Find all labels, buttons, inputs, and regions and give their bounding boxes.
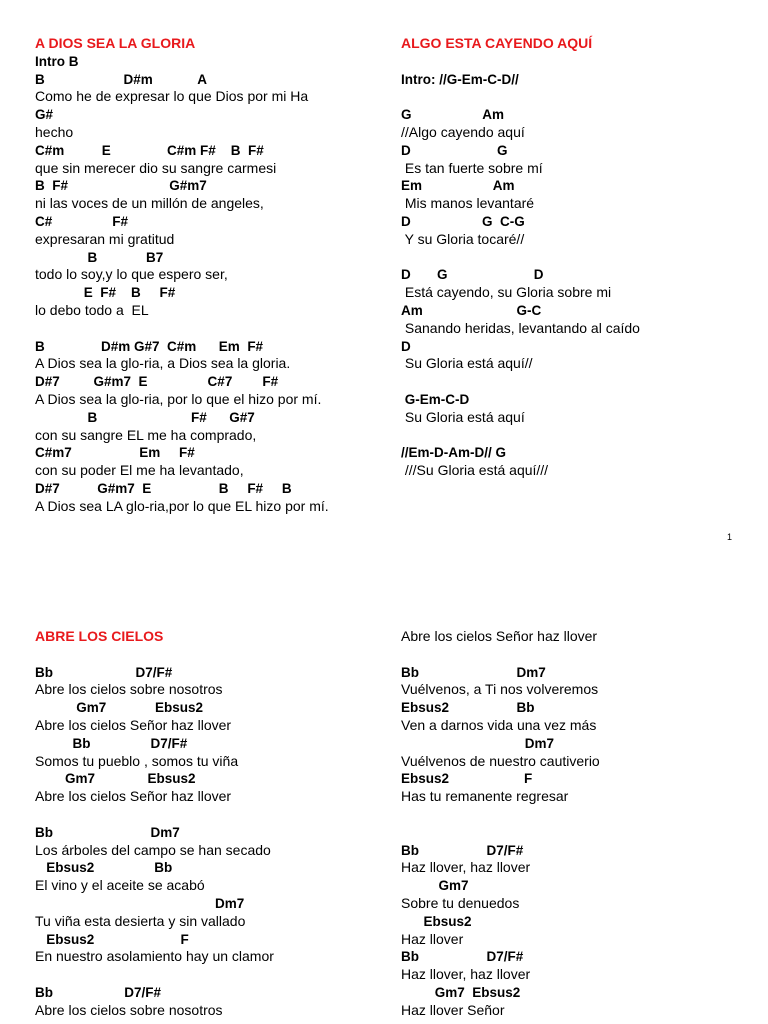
chord-line: Bb D7/F# bbox=[401, 842, 524, 858]
song-lines bbox=[401, 628, 600, 1020]
lyric-line: Haz llover, haz llover bbox=[401, 859, 531, 876]
song-lines bbox=[401, 106, 640, 480]
chord-line: C#m E C#m F# B F# bbox=[35, 142, 264, 158]
blank-line bbox=[401, 373, 640, 391]
blank-line bbox=[401, 249, 640, 267]
chord-line: D G bbox=[401, 142, 508, 158]
chord-line: Am G-C bbox=[401, 302, 542, 318]
page-number: 1 bbox=[727, 532, 733, 542]
chord-line: D bbox=[401, 338, 411, 354]
lyric-line: Somos tu pueblo , somos tu viña bbox=[35, 752, 239, 769]
chord-line: G-Em-C-D bbox=[401, 391, 470, 407]
blank-line bbox=[35, 966, 274, 984]
lyric-line: Tu viña esta desierta y sin vallado bbox=[35, 912, 246, 929]
lyric-line: que sin merecer dio su sangre carmesi bbox=[35, 159, 277, 176]
lyric-line: En nuestro asolamiento hay un clamor bbox=[35, 948, 274, 965]
chord-line: B D#m G#7 C#m Em F# bbox=[35, 338, 264, 354]
chord-line: Bb Dm7 bbox=[35, 824, 180, 840]
lyric-line: expresaran mi gratitud bbox=[35, 230, 175, 247]
lyric-line: Abre los cielos sobre nosotros bbox=[35, 681, 223, 698]
blank-line bbox=[35, 320, 329, 338]
blank-line bbox=[35, 646, 274, 664]
song-algo-esta-cayendo-aqui bbox=[401, 35, 640, 480]
chord-line: B D#m A bbox=[35, 71, 208, 87]
lyric-line: Su Gloria está aquí// bbox=[401, 355, 533, 372]
chord-line: //Em-D-Am-D// G bbox=[401, 445, 507, 461]
lyric-line: Abre los cielos Señor haz llover bbox=[35, 716, 232, 733]
lyric-line: Su Gloria está aquí bbox=[401, 408, 525, 425]
song-a-dios-sea-la-gloria bbox=[35, 35, 329, 516]
lyric-line: Sanando heridas, levantando al caído bbox=[401, 319, 640, 336]
lyric-line: con su sangre EL me ha comprado, bbox=[35, 426, 257, 443]
lyric-line: Sobre tu denuedos bbox=[401, 894, 520, 911]
chord-line: D#7 G#m7 E B F# B bbox=[35, 480, 292, 496]
song-lines bbox=[35, 71, 329, 516]
chord-line: Bb D7/F# bbox=[401, 949, 524, 965]
lyric-line: //Algo cayendo aquí bbox=[401, 123, 525, 140]
chord-line: D G D bbox=[401, 267, 544, 283]
lyric-line: Has tu remanente regresar bbox=[401, 788, 569, 805]
lyric-line: Y su Gloria tocaré// bbox=[401, 230, 525, 247]
lyric-line: Haz llover Señor bbox=[401, 1001, 505, 1018]
chord-line: G Am bbox=[401, 107, 505, 123]
lyric-line: Mis manos levantaré bbox=[401, 195, 535, 212]
chord-line: B B7 bbox=[35, 249, 164, 265]
blank-line bbox=[401, 824, 600, 842]
chord-line: Em Am bbox=[401, 178, 515, 194]
chord-line: Ebsus2 F bbox=[35, 931, 189, 947]
song-abre-los-cielos bbox=[35, 628, 274, 1020]
chord-line: Bb D7/F# bbox=[35, 735, 188, 751]
lyric-line: Abre los cielos Señor haz llover bbox=[35, 788, 232, 805]
chord-line: G# bbox=[35, 107, 54, 123]
lyric-line: hecho bbox=[35, 123, 74, 140]
blank-line bbox=[401, 88, 640, 106]
chord-line: Gm7 Ebsus2 bbox=[35, 771, 196, 787]
lyric-line: Haz llover, haz llover bbox=[401, 966, 531, 983]
chord-line: C#m7 Em F# bbox=[35, 445, 195, 461]
blank-line bbox=[35, 806, 274, 824]
lyric-line: Vuélvenos de nuestro cautiverio bbox=[401, 752, 600, 769]
chord-line: Dm7 bbox=[35, 895, 245, 911]
song-title: ALGO ESTA CAYENDO AQUÍ bbox=[401, 35, 593, 51]
song-title: A DIOS SEA LA GLORIA bbox=[35, 35, 196, 51]
blank-line bbox=[401, 53, 640, 71]
lyric-line: todo lo soy,y lo que espero ser, bbox=[35, 266, 228, 283]
song-intro: Intro: //G-Em-C-D// bbox=[401, 71, 519, 87]
lyric-line: A Dios sea la glo-ria, por lo que el hizo por mí. bbox=[35, 390, 322, 407]
chord-line: Ebsus2 Bb bbox=[401, 700, 535, 716]
blank-line bbox=[401, 806, 600, 824]
lyric-line: Haz llover bbox=[401, 930, 464, 947]
chord-line: Ebsus2 bbox=[401, 913, 472, 929]
chord-line: Ebsus2 Bb bbox=[35, 860, 173, 876]
chord-line: D#7 G#m7 E C#7 F# bbox=[35, 374, 279, 390]
lyric-line: lo debo todo a EL bbox=[35, 301, 149, 318]
song-abre-los-cielos-continued bbox=[401, 628, 600, 1020]
chord-line: Ebsus2 F bbox=[401, 771, 533, 787]
chord-line: Dm7 bbox=[401, 735, 555, 751]
lyric-line: Está cayendo, su Gloria sobre mi bbox=[401, 284, 612, 301]
blank-line bbox=[401, 427, 640, 445]
lyric-line: A Dios sea la glo-ria, a Dios sea la gloria. bbox=[35, 355, 291, 372]
blank-line bbox=[401, 646, 600, 664]
chord-line: Gm7 Ebsus2 bbox=[401, 984, 521, 1000]
lyric-line: con su poder El me ha levantado, bbox=[35, 462, 244, 479]
song-title: ABRE LOS CIELOS bbox=[35, 628, 164, 644]
chord-line: Bb Dm7 bbox=[401, 664, 546, 680]
lyric-line: Los árboles del campo se han secado bbox=[35, 841, 271, 858]
lyric-line: Es tan fuerte sobre mí bbox=[401, 159, 543, 176]
chord-line: Gm7 Ebsus2 bbox=[35, 700, 204, 716]
song-lines bbox=[35, 664, 274, 1020]
chord-line: Gm7 bbox=[401, 878, 469, 894]
chord-line: E F# B F# bbox=[35, 285, 176, 301]
chord-line: B F# G#7 bbox=[35, 409, 255, 425]
lyric-line: Vuélvenos, a Ti nos volveremos bbox=[401, 681, 599, 698]
chord-line: B F# G#m7 bbox=[35, 178, 207, 194]
chord-line: C# F# bbox=[35, 213, 129, 229]
lyric-line: ///Su Gloria está aquí/// bbox=[401, 462, 549, 479]
chord-line: Bb D7/F# bbox=[35, 984, 162, 1000]
lyric-line: Como he de expresar lo que Dios por mi Ha bbox=[35, 88, 309, 105]
lyric-line: A Dios sea LA glo-ria,por lo que EL hizo por mí. bbox=[35, 497, 329, 514]
lyric-line: Ven a darnos vida una vez más bbox=[401, 716, 597, 733]
lyric-line: ni las voces de un millón de angeles, bbox=[35, 195, 264, 212]
song-intro: Intro B bbox=[35, 53, 79, 69]
chord-line: Bb D7/F# bbox=[35, 664, 173, 680]
chord-line: D G C-G bbox=[401, 213, 525, 229]
lyric-line: Abre los cielos sobre nosotros bbox=[35, 1001, 223, 1018]
lyric-line: Abre los cielos Señor haz llover bbox=[401, 628, 598, 644]
lyric-line: El vino y el aceite se acabó bbox=[35, 877, 205, 894]
